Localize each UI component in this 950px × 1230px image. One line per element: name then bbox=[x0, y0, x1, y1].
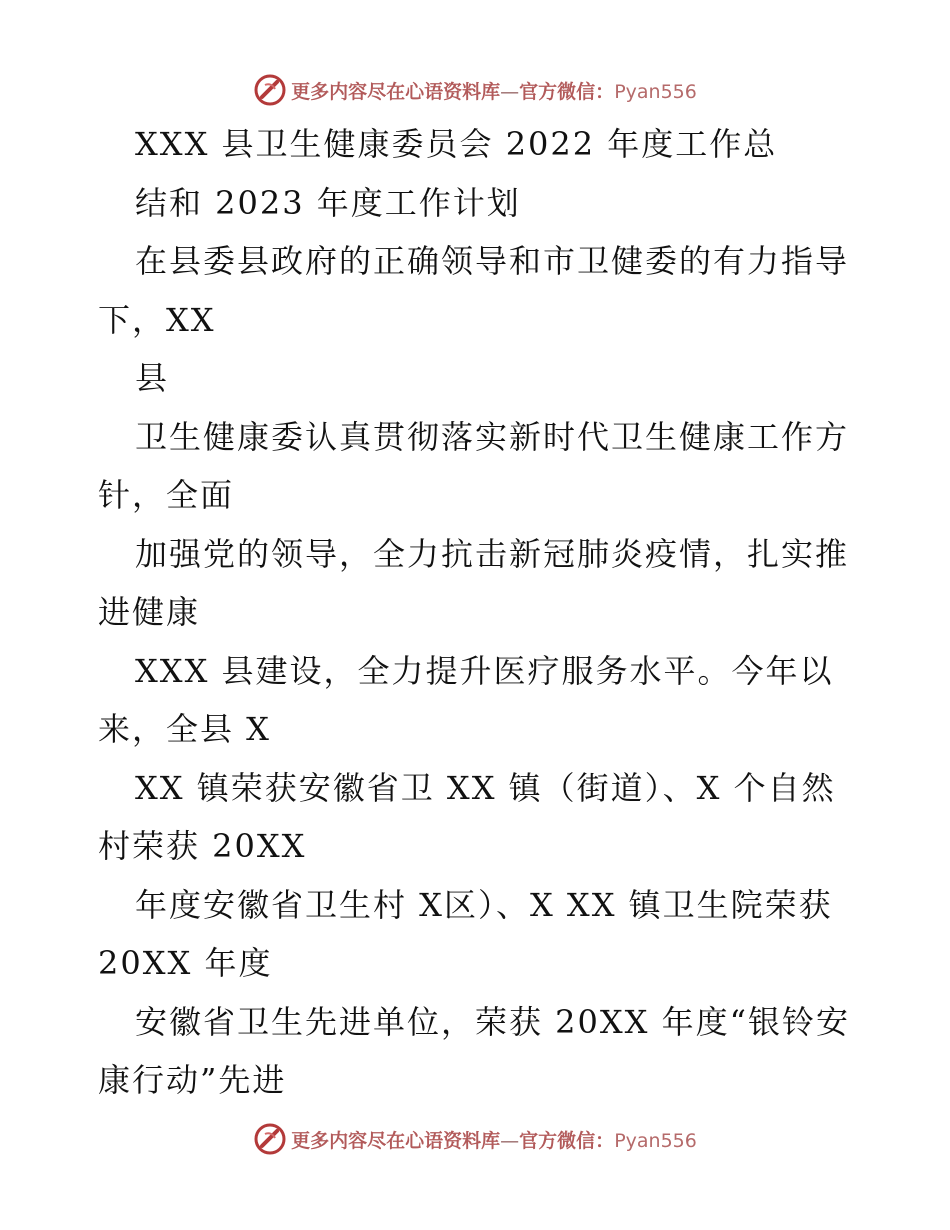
text-line: 村荣获 20XX bbox=[98, 827, 307, 865]
watermark-contact-id: Pyan556 bbox=[614, 1129, 697, 1152]
text-line: XXX 县卫生健康委员会 2022 年度工作总 bbox=[135, 125, 778, 163]
watermark-separator: — bbox=[500, 1129, 520, 1152]
text-line: XX 镇荣获安徽省卫 XX 镇（街道）、X 个自然 bbox=[135, 768, 836, 807]
text-line: 针，全面 bbox=[98, 476, 235, 514]
text-line: 加强党的领导，全力抗击新冠肺炎疫情，扎实推 bbox=[135, 534, 850, 573]
text-line: 下，XX bbox=[98, 300, 216, 339]
watermark-separator: — bbox=[500, 80, 520, 103]
text-line: 进健康 bbox=[98, 593, 201, 631]
header-watermark bbox=[0, 70, 950, 110]
watermark-site-text: 更多内容尽在心语资料库 bbox=[291, 1129, 501, 1152]
document-body bbox=[98, 115, 858, 1110]
text-line: 在县委县政府的正确领导和市卫健委的有力指导 bbox=[135, 242, 850, 280]
text-line: 结和 2023 年度工作计划 bbox=[135, 183, 521, 222]
text-line: 安徽省卫生先进单位，荣获 20XX 年度“银铃安 bbox=[135, 1002, 850, 1041]
text-line: 县 bbox=[135, 359, 170, 397]
watermark-contact-id: Pyan556 bbox=[614, 80, 697, 103]
text-line: 卫生健康委认真贯彻落实新时代卫生健康工作方 bbox=[135, 417, 850, 456]
text-line: 康行动”先进 bbox=[98, 1061, 287, 1099]
watermark-contact-text: 官方微信： bbox=[519, 80, 615, 103]
watermark-text bbox=[291, 77, 697, 104]
footer-watermark bbox=[0, 1119, 950, 1159]
watermark-contact-text: 官方微信： bbox=[519, 1129, 615, 1152]
text-line: 来，全县 X bbox=[98, 710, 271, 748]
brand-logo-icon bbox=[253, 1122, 287, 1156]
text-line: XXX 县建设，全力提升医疗服务水平。今年以 bbox=[135, 651, 834, 690]
text-line: 年度安徽省卫生村 X区）、X XX 镇卫生院荣获 bbox=[135, 885, 833, 924]
watermark-text bbox=[291, 1126, 697, 1153]
watermark-site-text: 更多内容尽在心语资料库 bbox=[291, 80, 501, 103]
text-line: 20XX 年度 bbox=[98, 944, 273, 982]
brand-logo-icon bbox=[253, 73, 287, 107]
